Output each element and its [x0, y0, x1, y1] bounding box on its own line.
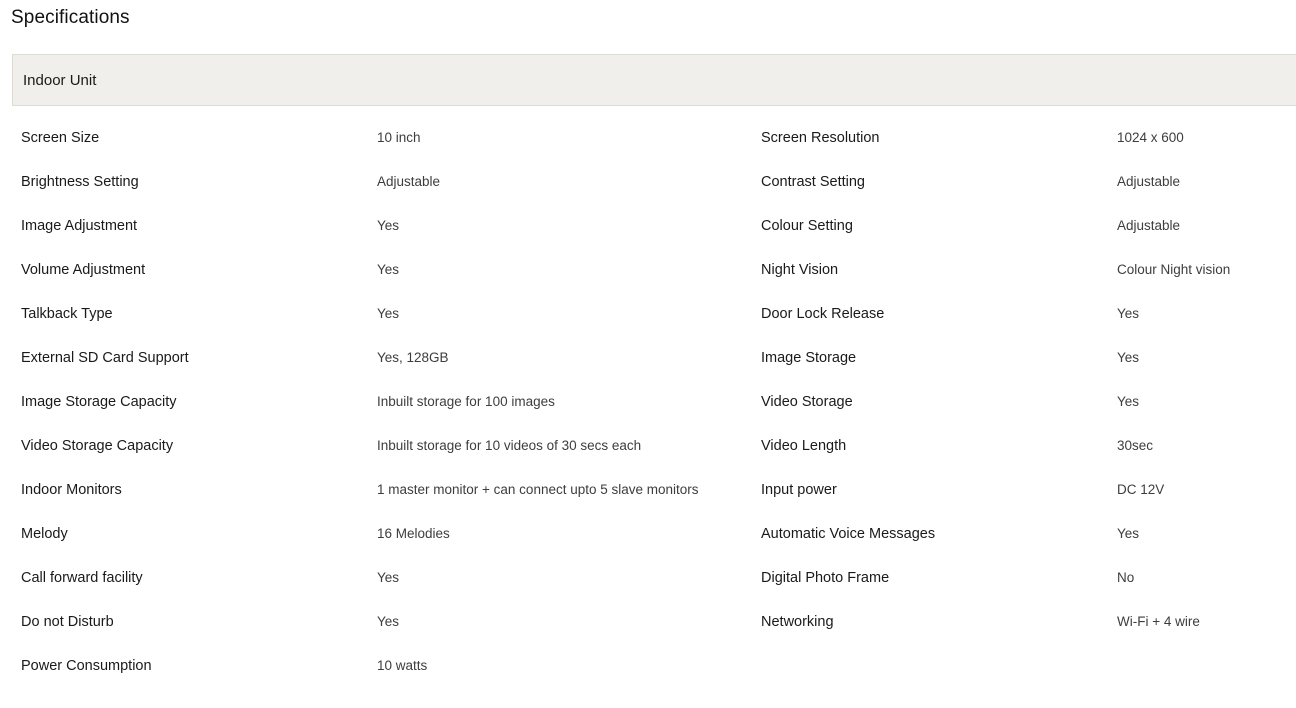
- spec-value: Wi-Fi + 4 wire: [1117, 614, 1200, 629]
- spec-row: [21, 337, 1296, 381]
- spec-label: Image Storage: [761, 350, 857, 366]
- spec-row: [21, 293, 1296, 337]
- spec-row: [21, 425, 1296, 469]
- spec-value: Inbuilt storage for 100 images: [377, 394, 555, 409]
- spec-label: Brightness Setting: [21, 174, 139, 190]
- spec-label: Indoor Monitors: [21, 482, 122, 498]
- spec-label: Video Storage Capacity: [21, 438, 174, 454]
- spec-label: Night Vision: [761, 262, 839, 278]
- spec-label: Image Storage Capacity: [21, 394, 177, 410]
- spec-value: Yes: [1117, 526, 1140, 541]
- spec-label: Input power: [761, 482, 837, 498]
- spec-value: No: [1117, 570, 1135, 585]
- spec-value: Inbuilt storage for 10 videos of 30 secs each: [377, 438, 642, 453]
- spec-value: Yes: [1117, 394, 1140, 409]
- spec-label: Automatic Voice Messages: [761, 526, 936, 542]
- spec-label: External SD Card Support: [21, 350, 189, 366]
- spec-row: [21, 469, 1296, 513]
- spec-value: 1024 x 600: [1117, 130, 1184, 145]
- spec-value: Yes: [1117, 350, 1140, 365]
- spec-value: Adjustable: [1117, 174, 1181, 189]
- spec-label: Door Lock Release: [761, 306, 885, 322]
- spec-label: Screen Resolution: [761, 130, 880, 146]
- spec-label: Video Length: [761, 438, 847, 454]
- spec-label: Volume Adjustment: [21, 262, 146, 278]
- spec-value: Colour Night vision: [1117, 262, 1231, 277]
- spec-row: [21, 513, 1296, 557]
- spec-value: Yes, 128GB: [377, 350, 449, 365]
- spec-value: 10 watts: [377, 658, 428, 673]
- spec-label: Power Consumption: [21, 658, 152, 674]
- spec-row: [21, 205, 1296, 249]
- spec-value: 10 inch: [377, 130, 421, 145]
- spec-value: Yes: [1117, 306, 1140, 321]
- spec-value: Yes: [377, 570, 400, 585]
- spec-label: Video Storage: [761, 394, 853, 410]
- spec-value: Yes: [377, 218, 400, 233]
- spec-label: Do not Disturb: [21, 614, 114, 630]
- spec-label: Melody: [21, 526, 68, 542]
- spec-row: [21, 381, 1296, 425]
- spec-label: Image Adjustment: [21, 218, 138, 234]
- spec-value: Adjustable: [1117, 218, 1181, 233]
- spec-row: [21, 161, 1296, 205]
- spec-row: [21, 117, 1296, 161]
- spec-value: 16 Melodies: [377, 526, 450, 541]
- spec-row: [21, 557, 1296, 601]
- spec-value: 30sec: [1117, 438, 1154, 453]
- spec-row: [21, 249, 1296, 293]
- spec-label: Colour Setting: [761, 218, 853, 234]
- page-title: Specifications: [11, 7, 130, 28]
- spec-value: 1 master monitor + can connect upto 5 slave monitors: [377, 482, 699, 497]
- spec-row: [21, 645, 1296, 689]
- spec-row: [21, 601, 1296, 645]
- spec-label: Networking: [761, 614, 834, 630]
- section-title: Indoor Unit: [23, 71, 97, 89]
- spec-label: Talkback Type: [21, 306, 113, 322]
- spec-label: Contrast Setting: [761, 174, 865, 190]
- spec-label: Call forward facility: [21, 570, 143, 586]
- section-header-indoor-unit[interactable]: [12, 54, 1296, 106]
- spec-value: Yes: [377, 306, 400, 321]
- spec-value: DC 12V: [1117, 482, 1165, 497]
- spec-value: Yes: [377, 614, 400, 629]
- spec-label: Digital Photo Frame: [761, 570, 890, 586]
- spec-value: Yes: [377, 262, 400, 277]
- spec-table: [21, 117, 1296, 689]
- spec-value: Adjustable: [377, 174, 441, 189]
- spec-label: Screen Size: [21, 130, 100, 146]
